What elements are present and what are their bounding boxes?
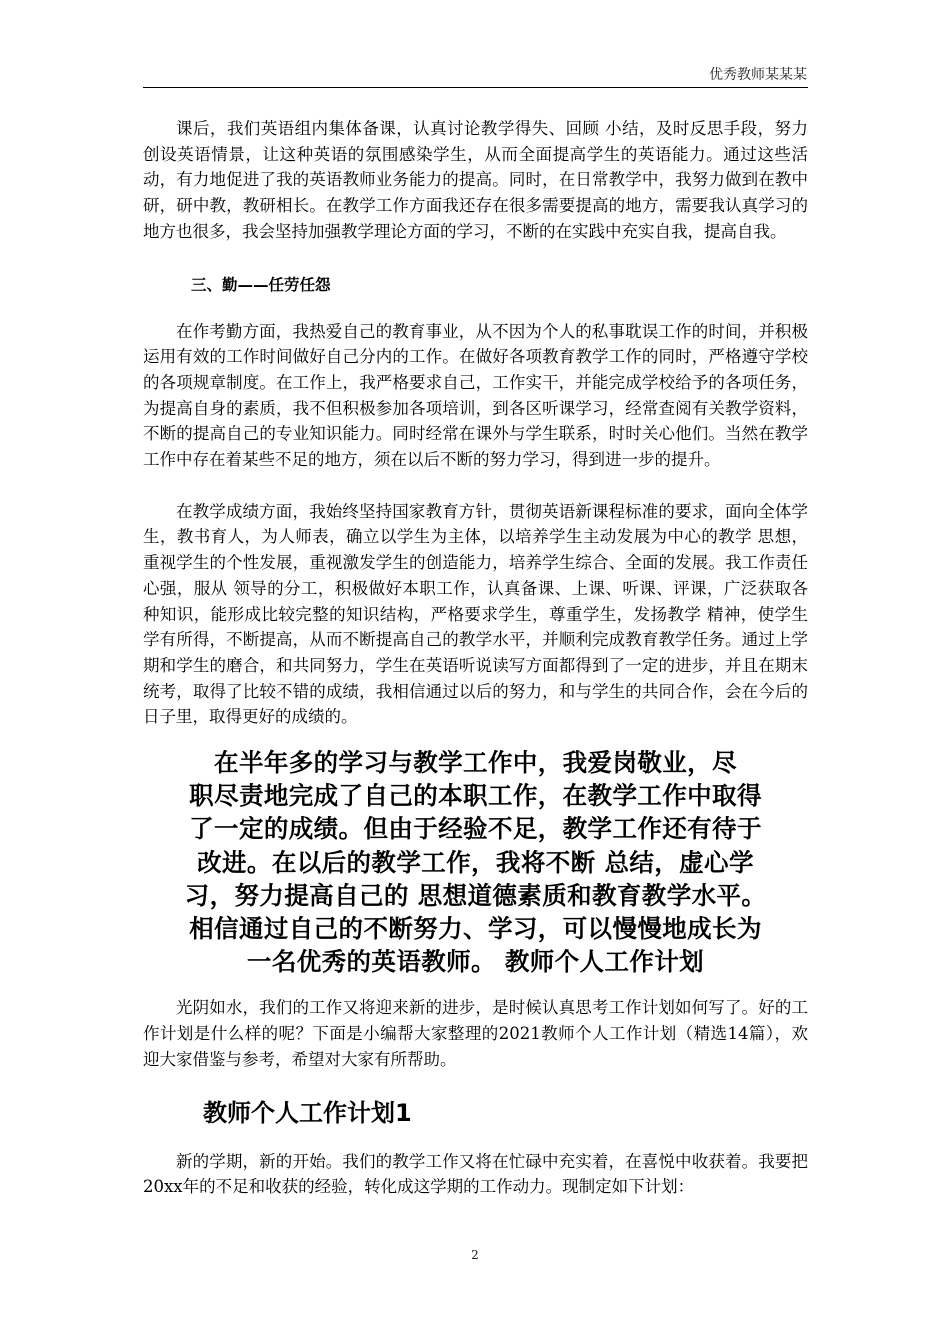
summary-line: 了一定的成绩。但由于经验不足，教学工作还有待于 — [189, 814, 762, 844]
paragraph-plan-intro: 光阴如水，我们的工作又将迎来新的进步，是时候认真思考工作计划如何写了。好的工作计划是什么样的呢？下面是小编帮大家整理的2021教师个人工作计划（精选14篇），欢迎大家借鉴与参考，希望对大家有所帮助。 — [143, 998, 808, 1069]
heading-plan-1: 教师个人工作计划1 — [203, 1098, 412, 1127]
summary-line: 职尽责地完成了自己的本职工作，在教学工作中取得 — [189, 781, 762, 811]
header-rule — [143, 87, 808, 88]
document-body — [143, 116, 808, 1200]
summary-line: 改进。在以后的教学工作，我将不断 总结，虚心学 — [197, 847, 754, 877]
paragraph-teaching-results: 在教学成绩方面，我始终坚持国家教育方针，贯彻英语新课程标准的要求，面向全体学生，教书育人，为人师表，确立以学生为主体，以培养学生主动发展为中心的教学 思想，重视学生的个性发展，重视激发学生的创造能力，培养学生综合、全面的发展。我工作责任心强，服从 领导的分工，积极做好本职工作，认真备课、上课、听课、评课，广泛获取各种知识，能形成比较完整的知识结构，严格要求学生，尊重学生，发扬教学 精神，使学生学有所得，不断提高，从而不断提高自己的教学水平，并顺利完成教育教学任务。通过上学期和学生的磨合，和共同努力，学生在英语听说读写方面都得到了一定的进步，并且在期末统考，取得了比较不错的成绩，我相信通过以后的努力，和与学生的共同合作，会在今后的日子里，取得更好的成绩的。 — [143, 501, 808, 727]
summary-large-text — [143, 746, 808, 978]
page-number: 2 — [471, 1248, 479, 1262]
paragraph-lesson-prep: 课后，我们英语组内集体备课，认真讨论教学得失、回顾 小结，及时反思手段，努力创设英语情景，让这种英语的氛围感染学生，从而全面提高学生的英语能力。通过这些活动，有力地促进了我的英语教师业务能力的提高。同时，在日常教学中，我努力做到在教中研，研中教，教研相长。在教学工作方面我还存在很多需要提高的地方，需要我认真学习的地方也很多，我会坚持加强教学理论方面的学习，不断的在实践中充实自我，提高自我。 — [143, 119, 808, 241]
paragraph-attendance: 在作考勤方面，我热爱自己的教育事业，从不因为个人的私事耽误工作的时间，并积极运用有效的工作时间做好自己分内的工作。在做好各项教育教学工作的同时，严格遵守学校的各项规章制度。在工作上，我严格要求自己，工作实干，并能完成学校给予的各项任务，为提高自身的素质，我不但积极参加各项培训，到各区听课学习，经常查阅有关教学资料，不断的提高自己的专业知识能力。同时经常在课外与学生联系，时时关心他们。当然在教学工作中存在着某些不足的地方，须在以后不断的努力学习，得到进一步的提升。 — [143, 321, 808, 470]
page-header-text: 优秀教师某某某 — [709, 67, 807, 83]
section-heading-diligence: 三、勤——任劳任怨 — [191, 275, 331, 294]
summary-line: 习，努力提高自己的 思想道德素质和教育教学水平。 — [184, 880, 767, 910]
summary-line: 一名优秀的英语教师。 教师个人工作计划 — [246, 947, 705, 977]
summary-line: 在半年多的学习与教学工作中，我爱岗敬业，尽 — [214, 748, 737, 778]
paragraph-new-semester: 新的学期，新的开始。我们的教学工作又将在忙碌中充实着，在喜悦中收获着。我要把20xx年的不足和收获的经验，转化成这学期的工作动力。现制定如下计划： — [143, 1151, 808, 1197]
summary-line: 相信通过自己的不断努力、学习，可以慢慢地成长为 — [189, 914, 762, 944]
